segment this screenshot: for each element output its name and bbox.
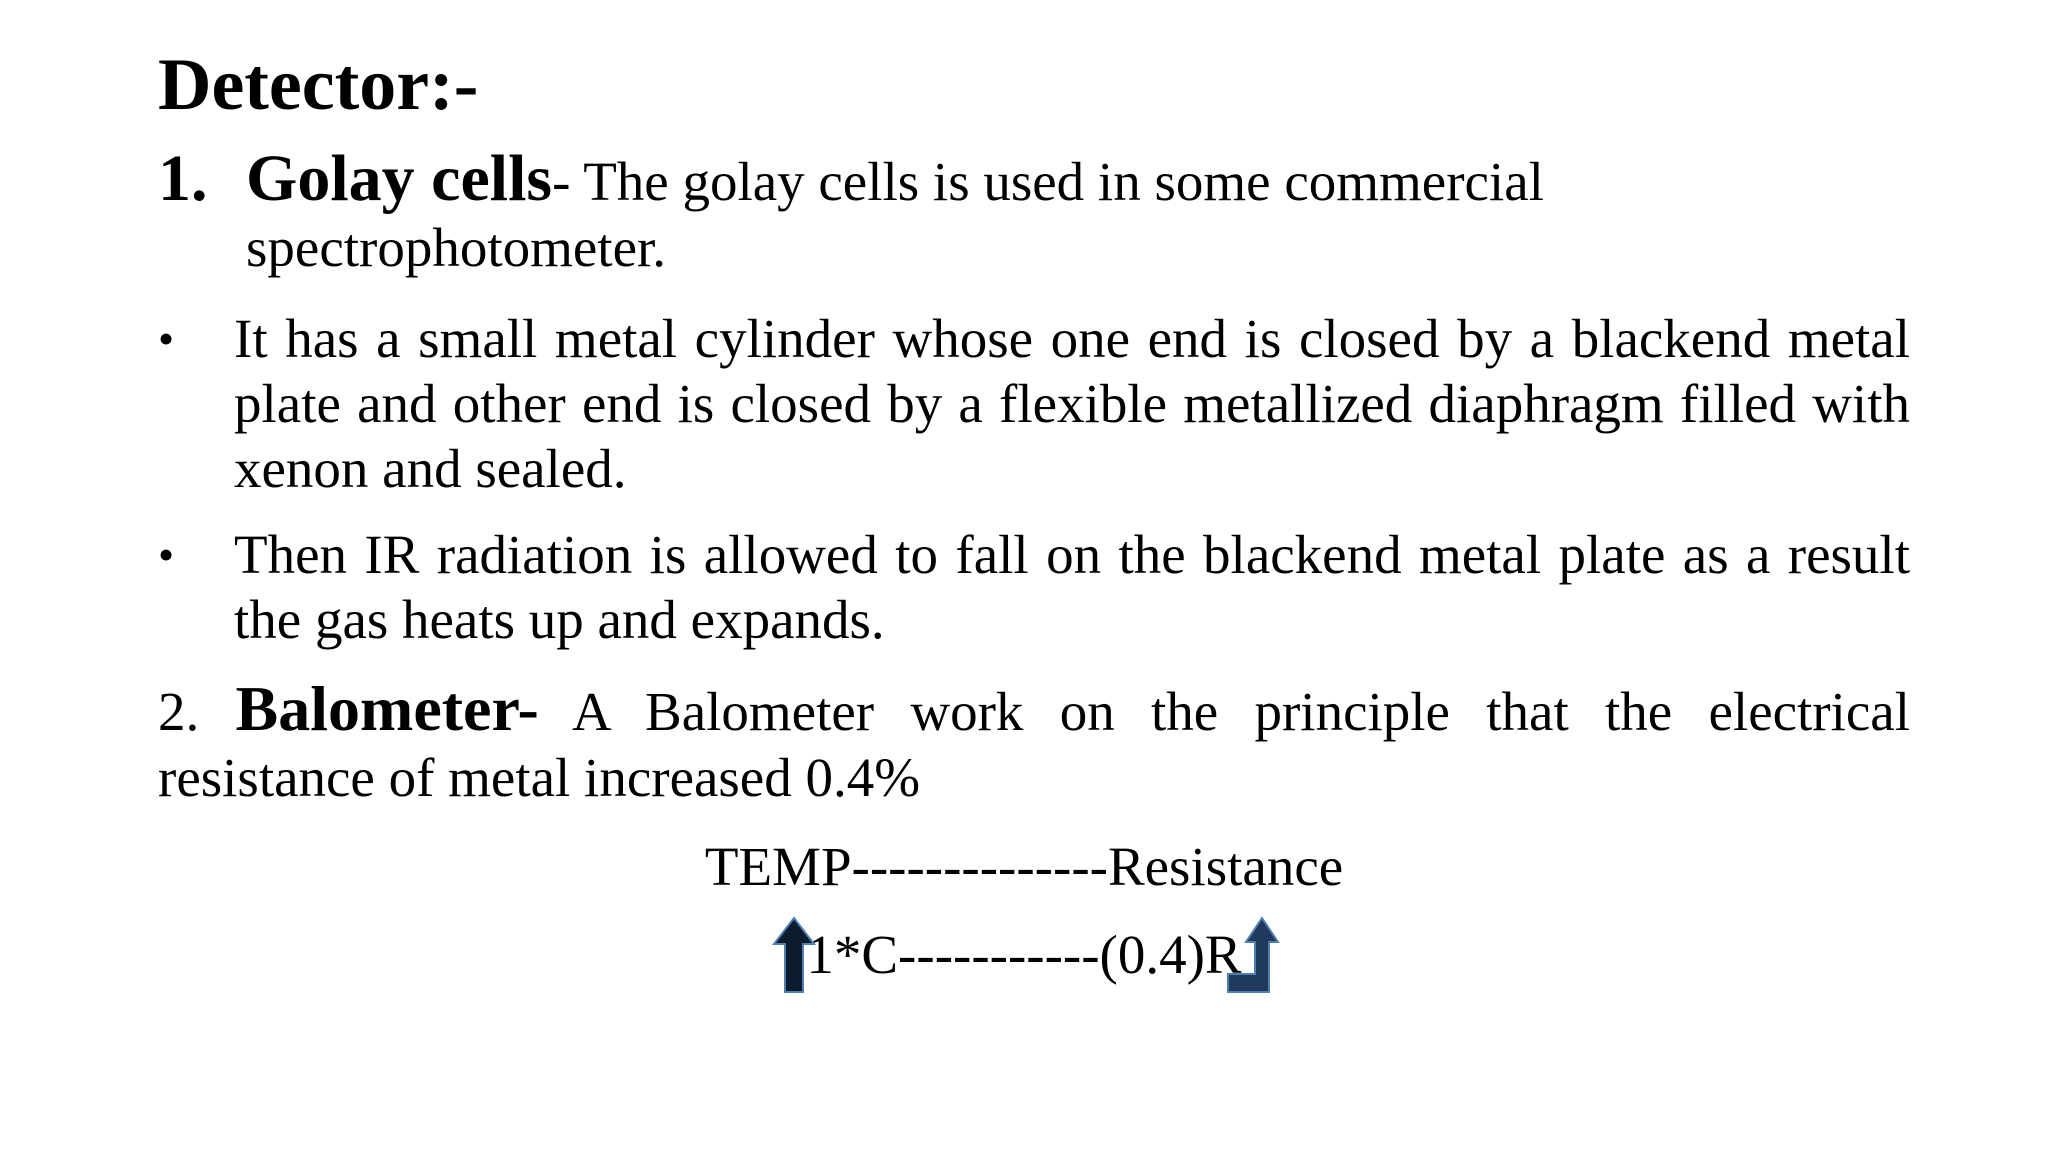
item-number: 1.	[158, 142, 208, 215]
item-heading: Balometer-	[235, 673, 539, 744]
relation-line-header: TEMP--------------Resistance	[704, 836, 1344, 897]
slide-title: Detector:-	[158, 44, 479, 126]
item-text: - The golay cells is used in some commercial spectrophotometer.	[246, 151, 1544, 278]
golay-cells-item	[158, 142, 1918, 281]
relation-line-values	[0, 922, 2048, 988]
bullet-item	[158, 306, 1910, 501]
up-arrow-icon	[772, 916, 816, 994]
bullet-text: It has a small metal cylinder whose one end is closed by a blackend metal plate and other end is closed by a flexible metallized diaphragm filled with xenon and sealed.	[234, 308, 1910, 499]
bullet-symbol: •	[158, 313, 175, 364]
item-body	[246, 142, 1918, 281]
bent-up-arrow-icon	[1224, 916, 1280, 994]
bullet-text: Then IR radiation is allowed to fall on the blackend metal plate as a result the gas heats up and expands.	[234, 524, 1910, 650]
bullet-item	[158, 522, 1910, 652]
balometer-item	[158, 673, 1910, 811]
item-heading: Golay cells	[246, 142, 553, 215]
bullet-symbol: •	[158, 529, 175, 580]
item-text: A Balometer work on the principle that the electrical resistance of metal increased 0.4%	[158, 681, 1910, 808]
relation-values-text: 1*C-----------(0.4)R	[806, 924, 1242, 985]
item-number: 2.	[158, 681, 236, 742]
